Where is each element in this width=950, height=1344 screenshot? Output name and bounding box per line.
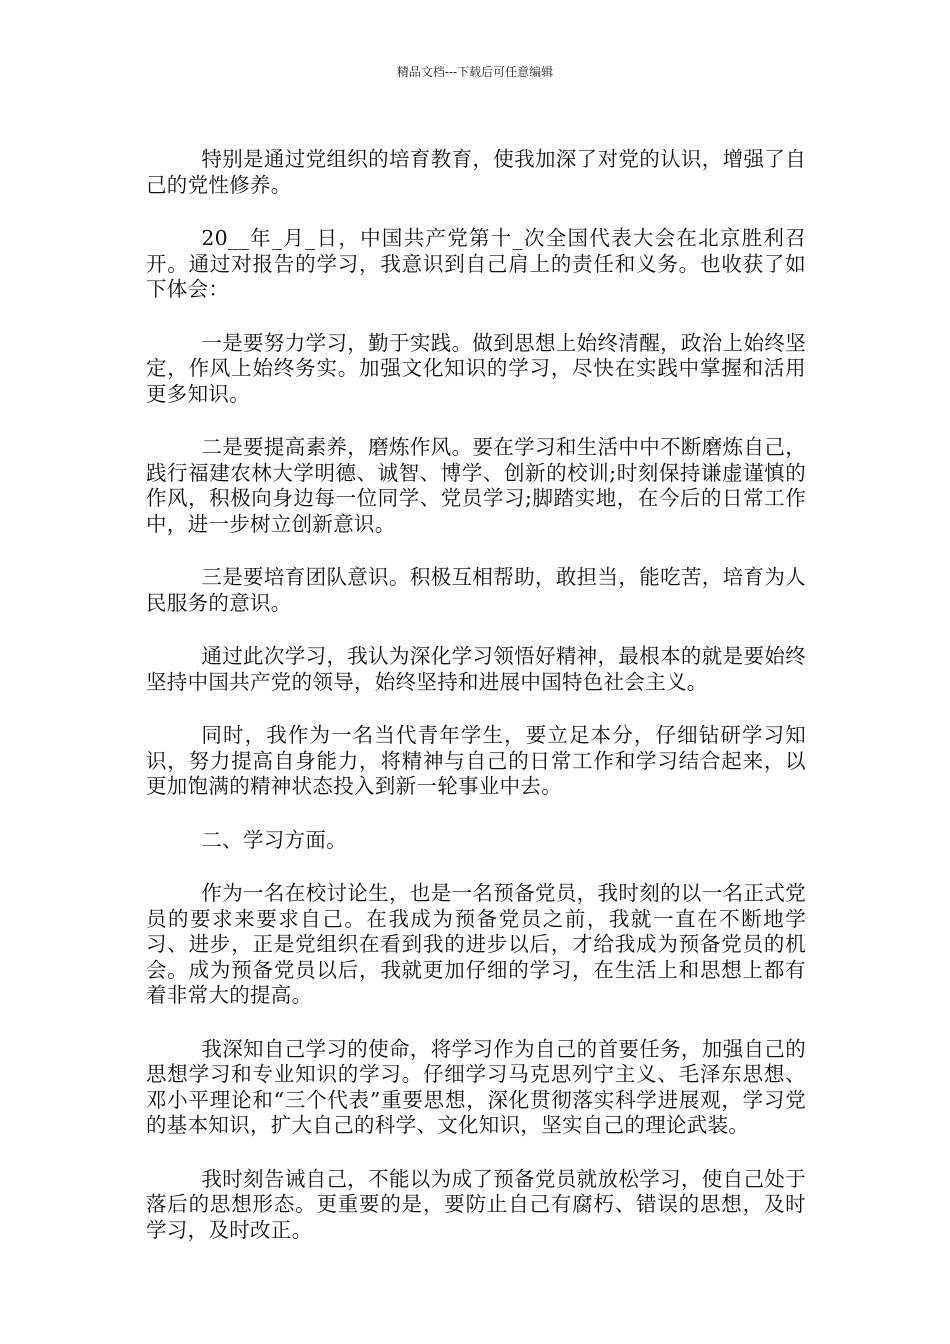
paragraph: 我时刻告诫自己，不能以为成了预备党员就放松学习，使自己处于落后的思想形态。更重要的是，要防止自己有腐朽、错误的思想，及时学习，及时改正。: [146, 1166, 806, 1242]
paragraph: 同时，我作为一名当代青年学生，要立足本分，仔细钻研学习知识，努力提高自身能力，将精神与自己的日常工作和学习结合起来，以更加饱满的精神状态投入到新一轮事业中去。: [146, 723, 806, 798]
paragraph: 二是要提高素养，磨炼作风。要在学习和生活中中不断磨炼自己，践行福建农林大学明德、诚智、博学、创新的校训;时刻保持谦虚谨慎的作风，积极向身边每一位同学、党员学习;脚踏实地，在今后的日常工作中，进一步树立创新意识。: [146, 435, 806, 536]
paragraph: 我深知自己学习的使命，将学习作为自己的首要任务，加强自己的思想学习和专业知识的学习。仔细学习马克思列宁主义、毛泽东思想、邓小平理论和“三个代表”重要思想，深化贯彻落实科学进展观，学习党的基本知识，扩大自己的科学、文化知识，坚实自己的理论武装。: [146, 1036, 806, 1137]
paragraph: 三是要培育团队意识。积极互相帮助，敢担当，能吃苦，培育为人民服务的意识。: [146, 565, 806, 615]
paragraph: 通过此次学习，我认为深化学习领悟好精神，最根本的就是要始终坚持中国共产党的领导，始终坚持和进展中国特色社会主义。: [146, 644, 806, 694]
page-header: 精品文档---下载后可任意编辑: [396, 65, 554, 79]
section-heading: 二、学习方面。: [201, 827, 347, 852]
paragraph: 一是要努力学习，勤于实践。做到思想上始终清醒，政治上始终坚定，作风上始终务实。加强文化知识的学习，尽快在实践中掌握和活用更多知识。: [146, 330, 806, 406]
paragraph: 特别是通过党组织的培育教育，使我加深了对党的认识，增强了自己的党性修养。: [146, 147, 806, 197]
paragraph: 20__年_月_日，中国共产党第十_次全国代表大会在北京胜利召开。通过对报告的学习，我意识到自己肩上的责任和义务。也收获了如下体会：: [146, 226, 806, 301]
paragraph: 作为一名在校讨论生，也是一名预备党员，我时刻的以一名正式党员的要求来要求自己。在我成为预备党员之前，我就一直在不断地学习、进步，正是党组织在看到我的进步以后，才给我成为预备党员的机会。成为预备党员以后，我就更加仔细的学习，在生活上和思想上都有着非常大的提高。: [146, 881, 806, 1007]
document-body: [146, 147, 806, 1271]
